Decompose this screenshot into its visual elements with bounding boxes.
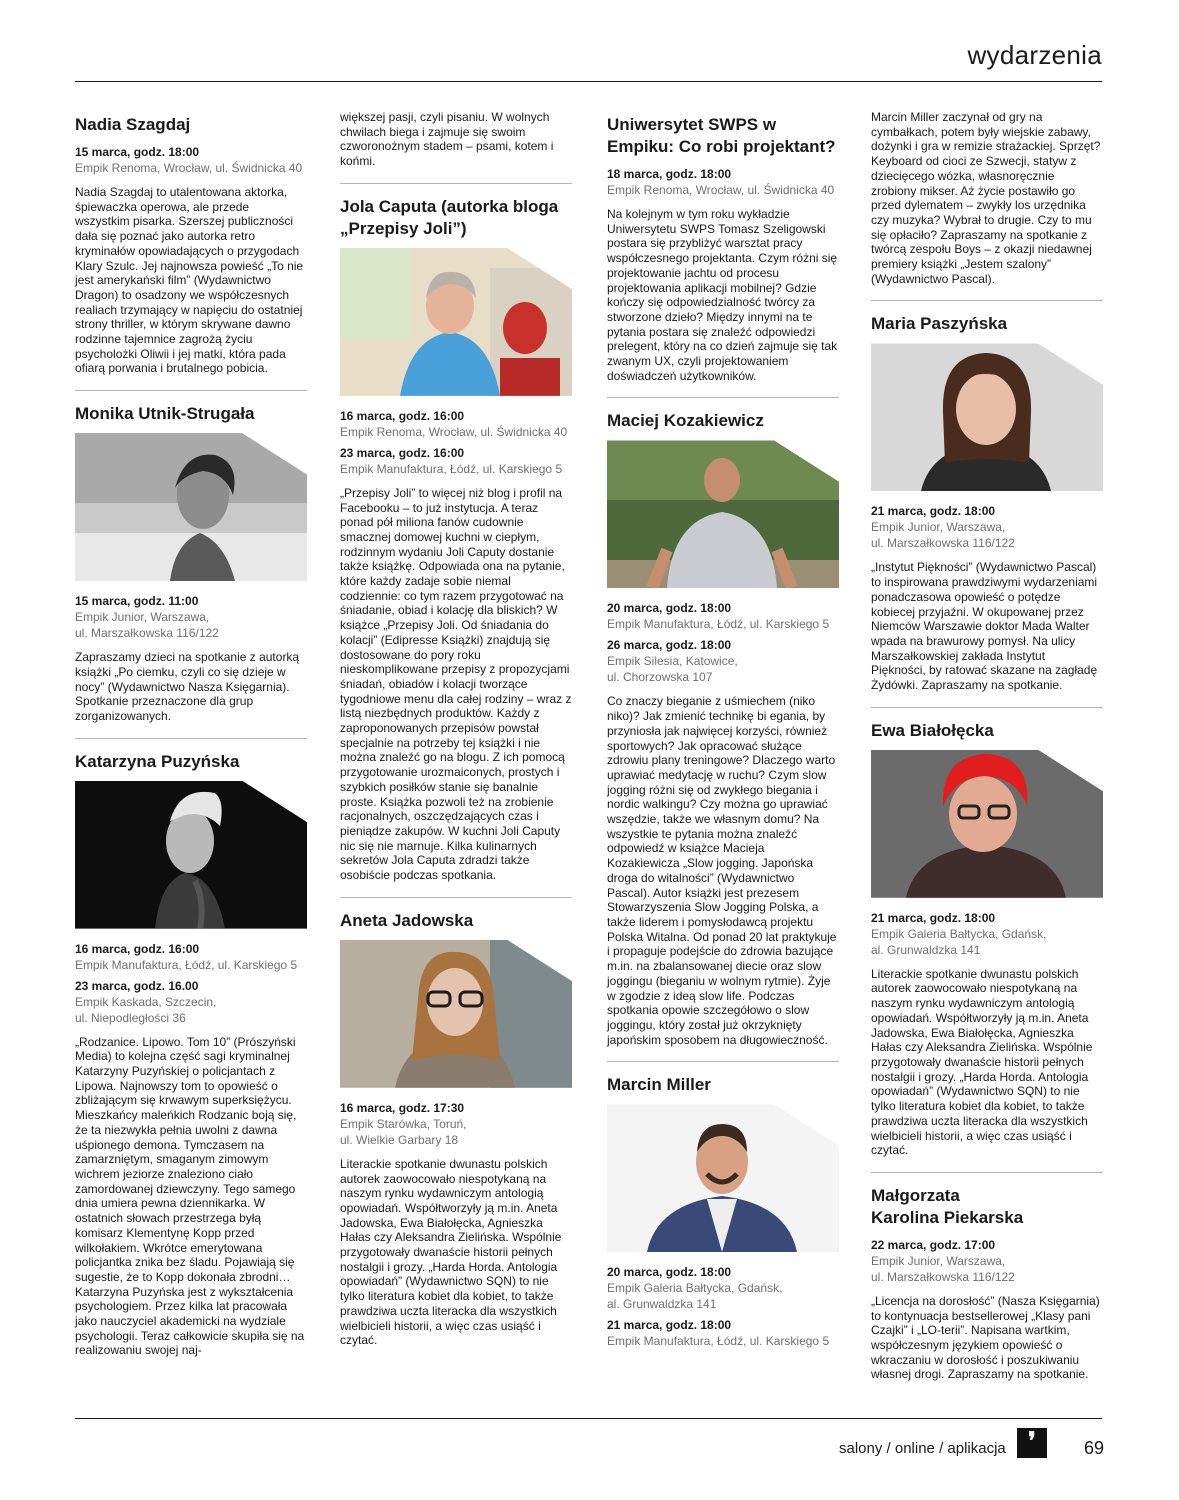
event-title: Jola Caputa (autorka bloga „Przepisy Joli”) (340, 196, 559, 238)
event-place: Empik Manufaktura, Łódź, ul. Karskiego 5 (607, 617, 830, 632)
event-date: 20 marca, godz. 18:00 (607, 1265, 732, 1280)
column-1 (75, 108, 307, 1358)
event-date: 15 marca, godz. 11:00 (75, 594, 199, 609)
event-place-street: ul. Wielkie Garbary 18 (340, 1132, 459, 1147)
divider (340, 183, 572, 184)
event-date: 21 marca, godz. 18:00 (607, 1318, 732, 1333)
event-title: Marcin Miller (607, 1075, 711, 1095)
divider (607, 397, 839, 398)
author-photo (340, 940, 572, 1088)
column-3 (607, 108, 839, 1352)
author-photo (871, 343, 1103, 491)
event-place: Empik Renoma, Wrocław, ul. Świdnicka 40 (607, 183, 835, 197)
event-date: 16 marca, godz. 17:30 (340, 1100, 465, 1115)
event-maciej-kozakiewicz (607, 410, 839, 1047)
event-place-street: ul. Marszałkowska 116/122 (871, 1269, 1015, 1284)
column-2 (340, 110, 572, 1348)
event-uniwersytet-swps (607, 114, 839, 383)
event-place: Empik Starówka, Toruń, (340, 1116, 467, 1131)
event-date: 23 marca, godz. 16.00 (75, 978, 199, 993)
event-title: Maciej Kozakiewicz (607, 411, 764, 431)
event-date: 26 marca, godz. 18:00 (607, 638, 732, 653)
event-date: 20 marca, godz. 18:00 (607, 601, 732, 616)
event-title: Aneta Jadowska (340, 910, 474, 930)
event-description: Literackie spotkanie dwunastu polskich autorek zaowocowało niespotykaną na naszym rynku wydawniczym antologią opowiadań. Współtworzyły ją m.in. Aneta Jadowska, Ewa Białołęcka, Agnieszka Hałas czy Aleksandra Zielińska. Wspólnie przygotowały dwanaście historii pełnych nostalgii i grozy. „Harda Horda. Antologia opowiadań” (Wydawnictwo SQN) to nie tylko literatura kobiet dla kobiet, to także prawdziwa uczta literacka dla wszystkich wielbicieli historii, a więc czas usiąść i czytać. (871, 966, 1093, 1158)
event-title-line-1: Małgorzata (871, 1185, 960, 1205)
event-description: Literackie spotkanie dwunastu polskich autorek zaowocowało niespotykaną na naszym rynku wydawniczym antologią opowiadań. Współtworzyły ją m.in. Aneta Jadowska, Ewa Białołęcka, Agnieszka Hałas czy Aleksandra Zielińska. Wspólnie przygotowały dwanaście historii pełnych nostalgii i grozy. „Harda Horda. Antologia opowiadań” (Wydawnictwo SQN) to nie tylko literatura kobiet dla kobiet, to także prawdziwa uczta literacka dla wszystkich wielbicieli historii, a więc czas usiąść i czytać. (340, 1156, 562, 1348)
event-date: 16 marca, godz. 16:00 (340, 408, 465, 423)
section-title: wydarzenia (967, 40, 1102, 70)
divider (871, 707, 1103, 708)
event-place: Empik Galeria Bałtycka, Gdańsk, (607, 1281, 783, 1296)
event-description-continued: większej pasji, czyli pisaniu. W wolnych chwilach biega i zajmuje się swoim czworonożnym stadem – psami, kotem i końmi. (340, 110, 554, 169)
event-place: Empik Silesia, Katowice, (607, 654, 738, 669)
event-date: 15 marca, godz. 18:00 (75, 145, 200, 159)
event-nadia-szagdaj (75, 114, 307, 376)
divider (871, 300, 1103, 301)
divider (340, 897, 572, 898)
event-title: Ewa Białołęcka (871, 720, 994, 740)
event-date: 23 marca, godz. 16:00 (340, 445, 465, 460)
divider (75, 738, 307, 739)
event-title: Katarzyna Puzyńska (75, 751, 240, 771)
event-place: Empik Junior, Warszawa, (871, 520, 1006, 535)
event-title-line-2: Karolina Piekarska (871, 1207, 1024, 1227)
event-place-street: ul. Niepodległości 36 (75, 1010, 186, 1025)
event-malgorzata-karolina-piekarska (871, 1185, 1103, 1382)
event-description: „Instytut Piękności” (Wydawnictwo Pascal) to inspirowana prawdziwymi wydarzeniami ponadczasowa opowieść o potędze kobiecej przyjaźni. W okupowanej przez Niemców Warszawie doktor Mada Walter wpada na brawurowy pomysł. Na ulicy Marszałkowskiej zakłada Instytut Piękności, by ratować skazane na zagładę Żydówki. Zapraszamy na spotkanie. (871, 560, 1098, 693)
event-maria-paszynska (871, 313, 1103, 692)
top-divider (75, 81, 1102, 82)
author-photo (340, 248, 572, 396)
event-title: Nadia Szagdaj (75, 115, 191, 134)
event-place: Empik Renoma, Wrocław, ul. Świdnicka 40 (340, 424, 568, 439)
page-number: 69 (1084, 1438, 1105, 1458)
event-place: Empik Junior, Warszawa, (871, 1253, 1006, 1268)
event-place-street: ul. Chorzowska 107 (607, 670, 713, 685)
author-photo (607, 1104, 839, 1252)
event-title: Maria Paszyńska (871, 314, 1008, 334)
event-place-street: al. Grunwaldzka 141 (871, 942, 981, 957)
event-description: Zapraszamy dzieci na spotkanie z autorką książki „Po ciemku, czyli co się dzieje w nocy” (Wydawnictwo Nasza Księgarnia). Spotkanie przeznaczone dla grup zorganizowanych. (75, 650, 300, 723)
event-date: 16 marca, godz. 16:00 (75, 941, 200, 956)
event-katarzyna-puzynska (75, 751, 307, 1358)
divider (871, 1172, 1103, 1173)
event-title (871, 1185, 1103, 1229)
author-photo (75, 781, 307, 929)
event-date: 18 marca, godz. 18:00 (607, 167, 732, 181)
event-jola-caputa (340, 196, 572, 883)
event-place-street: ul. Marszałkowska 116/122 (75, 626, 219, 641)
event-description: Co znaczy bieganie z uśmiechem (niko niko)? Jak zmienić technikę bi egania, by przyniosła jak najwięcej korzyści, również sportowych? Jak opracować służące zdrowiu plany treningowe? Dlaczego warto uprawiać medytację w ruchu? Czym slow jogging różni się od zwykłego biegania i nordic walkingu? Czy można go uprawiać wszędzie, także we własnym domu? Na wszystkie te pytania można znaleźć odpowiedź w książce Macieja Kozakiewicza „Slow jogging. Japońska droga do witalności” (Wydawnictwo Pascal). Autor książki jest prezesem Stowarzyszenia Slow Jogging Polska, a także liderem i pomysłodawcą projektu Polska Witalna. Od ponad 20 lat praktykuje i propaguje podejście do zdrowia bazujące m.in. na zbalansowanej diecie oraz slow joggingu (bieganiu w wolnym rytmie). Żyje w zgodzie z ideą slow life. Podczas spotkania opowie szczegółowo o slow joggingu, który został już okrzyknięty japońskim sposobem na długowieczność. (607, 694, 837, 1047)
event-place: Empik Manufaktura, Łódź, ul. Karskiego 5 (340, 461, 563, 476)
event-place: Empik Galeria Bałtycka, Gdańsk, (871, 926, 1047, 941)
event-description: „Przepisy Joli” to więcej niż blog i profil na Facebooku – to już instytucja. A teraz ponad pół miliona fanów cudownie smacznej domowej kuchni w ciepłym, rodzinnym wydaniu Joli Caputy dostanie także książkę. Odpowiada ona na pytanie, które każdy zadaje sobie niemal codziennie: co tym razem przygotować na śniadanie, obiad i kolację dla bliskich? W książce „Przepisy Joli. Od śniadania do kolacji” (Edipresse Książki) znajdują się dostosowane do pory roku nieskomplikowane przepisy z propozycjami śniadań, obiadów i kolacji tworzące tygodniowe menu dla całej rodziny – wraz z listą niezbędnych produktów. Każdy z zaproponowanych przepisów powstał specjalnie na potrzeby tej książki i nie można znaleźć go na blogu. Z ich pomocą przygotowanie urozmaiconych, prostych i szybkich posiłków stanie się banalnie proste. Książka pozwoli też na zrobienie racjonalnych, oszczędzających czas i pieniądze zakupów. W kuchni Joli Caputy nic się nie marnuje. Kilka kulinarnych sekretów Jola Caputa zdradzi także osobiście podczas spotkania. (340, 485, 572, 883)
author-photo (871, 750, 1103, 898)
event-place: Empik Junior, Warszawa, (75, 610, 210, 625)
event-place: Empik Renoma, Wrocław, ul. Świdnicka 40 (75, 161, 303, 175)
footer-tagline: salony / online / aplikacja (839, 1440, 1006, 1457)
event-place: Empik Kaskada, Szczecin, (75, 994, 217, 1009)
event-title: Monika Utnik-Strugała (75, 404, 255, 424)
author-photo (607, 440, 839, 588)
event-place-street: al. Grunwaldzka 141 (607, 1297, 717, 1312)
event-date: 22 marca, godz. 17:00 (871, 1237, 996, 1252)
divider (75, 390, 307, 391)
event-description: Na kolejnym w tym roku wykładzie Uniwersytetu SWPS Tomasz Szeligowski postara się przybliżyć warsztat pracy współczesnego projektanta. Czym różni się projektowanie jachtu od procesu projektowania aplikacji mobilnej? Gdzie kończy się odpowiedzialność twórcy za stworzone dzieło? Między innymi na te pytania postara się znaleźć odpowiedzi prelegent, który na co dzień zajmuje się tak zwanym UX, czyli projektowaniem doświadczeń użytkowników. (607, 207, 838, 383)
event-description-continued: Marcin Miller zaczynał od gry na cymbałkach, potem były wiejskie zabawy, dożynki i gra w remizie strażackiej. Sprzęt? Keyboard od cioci ze Szwecji, statyw z dziecięcego wózka, własnoręcznie zrobiony mikser. Aż życie postawiło go przed dylematem – zwykły los urzędnika czy muzyka? Wybrał to drugie. Czy to mu się opłaciło? Zapraszamy na spotkanie z twórcą zespołu Boys – z okazji niedawnej premiery książki „Jestem szalony” (Wydawnictwo Pascal). (871, 110, 1101, 286)
event-monika-utnik-strugala (75, 403, 307, 724)
event-description: „Licencja na dorosłość” (Nasza Księgarnia) to kontynuacja bestsellerowej „Klasy pani Czajki” i „LO-terii”. Napisana wartkim, współczesnym językiem opowieść o wkraczaniu w dorosłość i poszukiwaniu własnej drogi. Zapraszamy na spotkanie. (871, 1293, 1100, 1382)
event-place: Empik Manufaktura, Łódź, ul. Karskiego 5 (607, 1334, 830, 1349)
event-date: 21 marca, godz. 18:00 (871, 504, 996, 519)
column-4 (871, 110, 1103, 1382)
event-place: Empik Manufaktura, Łódź, ul. Karskiego 5 (75, 957, 298, 972)
event-aneta-jadowska (340, 910, 572, 1348)
event-description: Nadia Szagdaj to utalentowana aktorka, śpiewaczka operowa, ale przede wszystkim pisarka. Szerszej publiczności dała się poznać jako autorka retro kryminałów opowiadających o przygodach Klary Szulc. Jej najnowsza powieść „To nie jest amerykański film” (Wydawnictwo Dragon) to osadzony we współczesnych realiach trzymający w napięciu do ostatniej strony thriller, w którym skrywane dawno rodzinne tajemnice zagrożą życiu psycholożki Oliwii i jej matki, która pada ofiarą porwania i brutalnego pobicia. (75, 185, 304, 376)
brand-mark-icon: ❜ (1017, 1428, 1047, 1458)
event-place-street: ul. Marszałkowska 116/122 (871, 536, 1015, 551)
event-description: „Rodzanice. Lipowo. Tom 10” (Prószyński Media) to kolejna część sagi kryminalnej Katarzyny Puzyńskiej o policjantach z Lipowa. Najnowszy tom to opowieść o zbliżającym się krwawym superksiężycu. Mieszkańcy maleńkich Rodzanic boją się, że ta niezwykła pełnia uwolni z dawna uśpionego demona. Tymczasem na zamarzniętym, smaganym zimowym wichrem jeziorze znaleziono ciało zamordowanej dziewczyny. Tego samego dnia umiera pewna dziennikarka. W ostatnich słowach przestrzega byłą komisarz Klementynę Kopp przed wilkołakiem. Wkrótce emerytowana policjantka znika bez śladu. Pojawiają się sugestie, że to Kopp dokonała zbrodni… Katarzyna Puzyńska jest z wykształcenia psychologiem. Przez kilka lat pracowała jako nauczyciel akademicki na wydziale psychologii. Teraz całkowicie skupiła się na realizowaniu swojej naj- (75, 1034, 305, 1358)
bottom-divider (75, 1418, 1102, 1419)
event-title: Uniwersytet SWPS w Empiku: Co robi projektant? (607, 115, 836, 156)
event-date: 21 marca, godz. 18:00 (871, 910, 996, 925)
author-photo (75, 433, 307, 581)
divider (607, 1061, 839, 1062)
event-ewa-bialolecka (871, 720, 1103, 1158)
event-marcin-miller (607, 1074, 839, 1349)
